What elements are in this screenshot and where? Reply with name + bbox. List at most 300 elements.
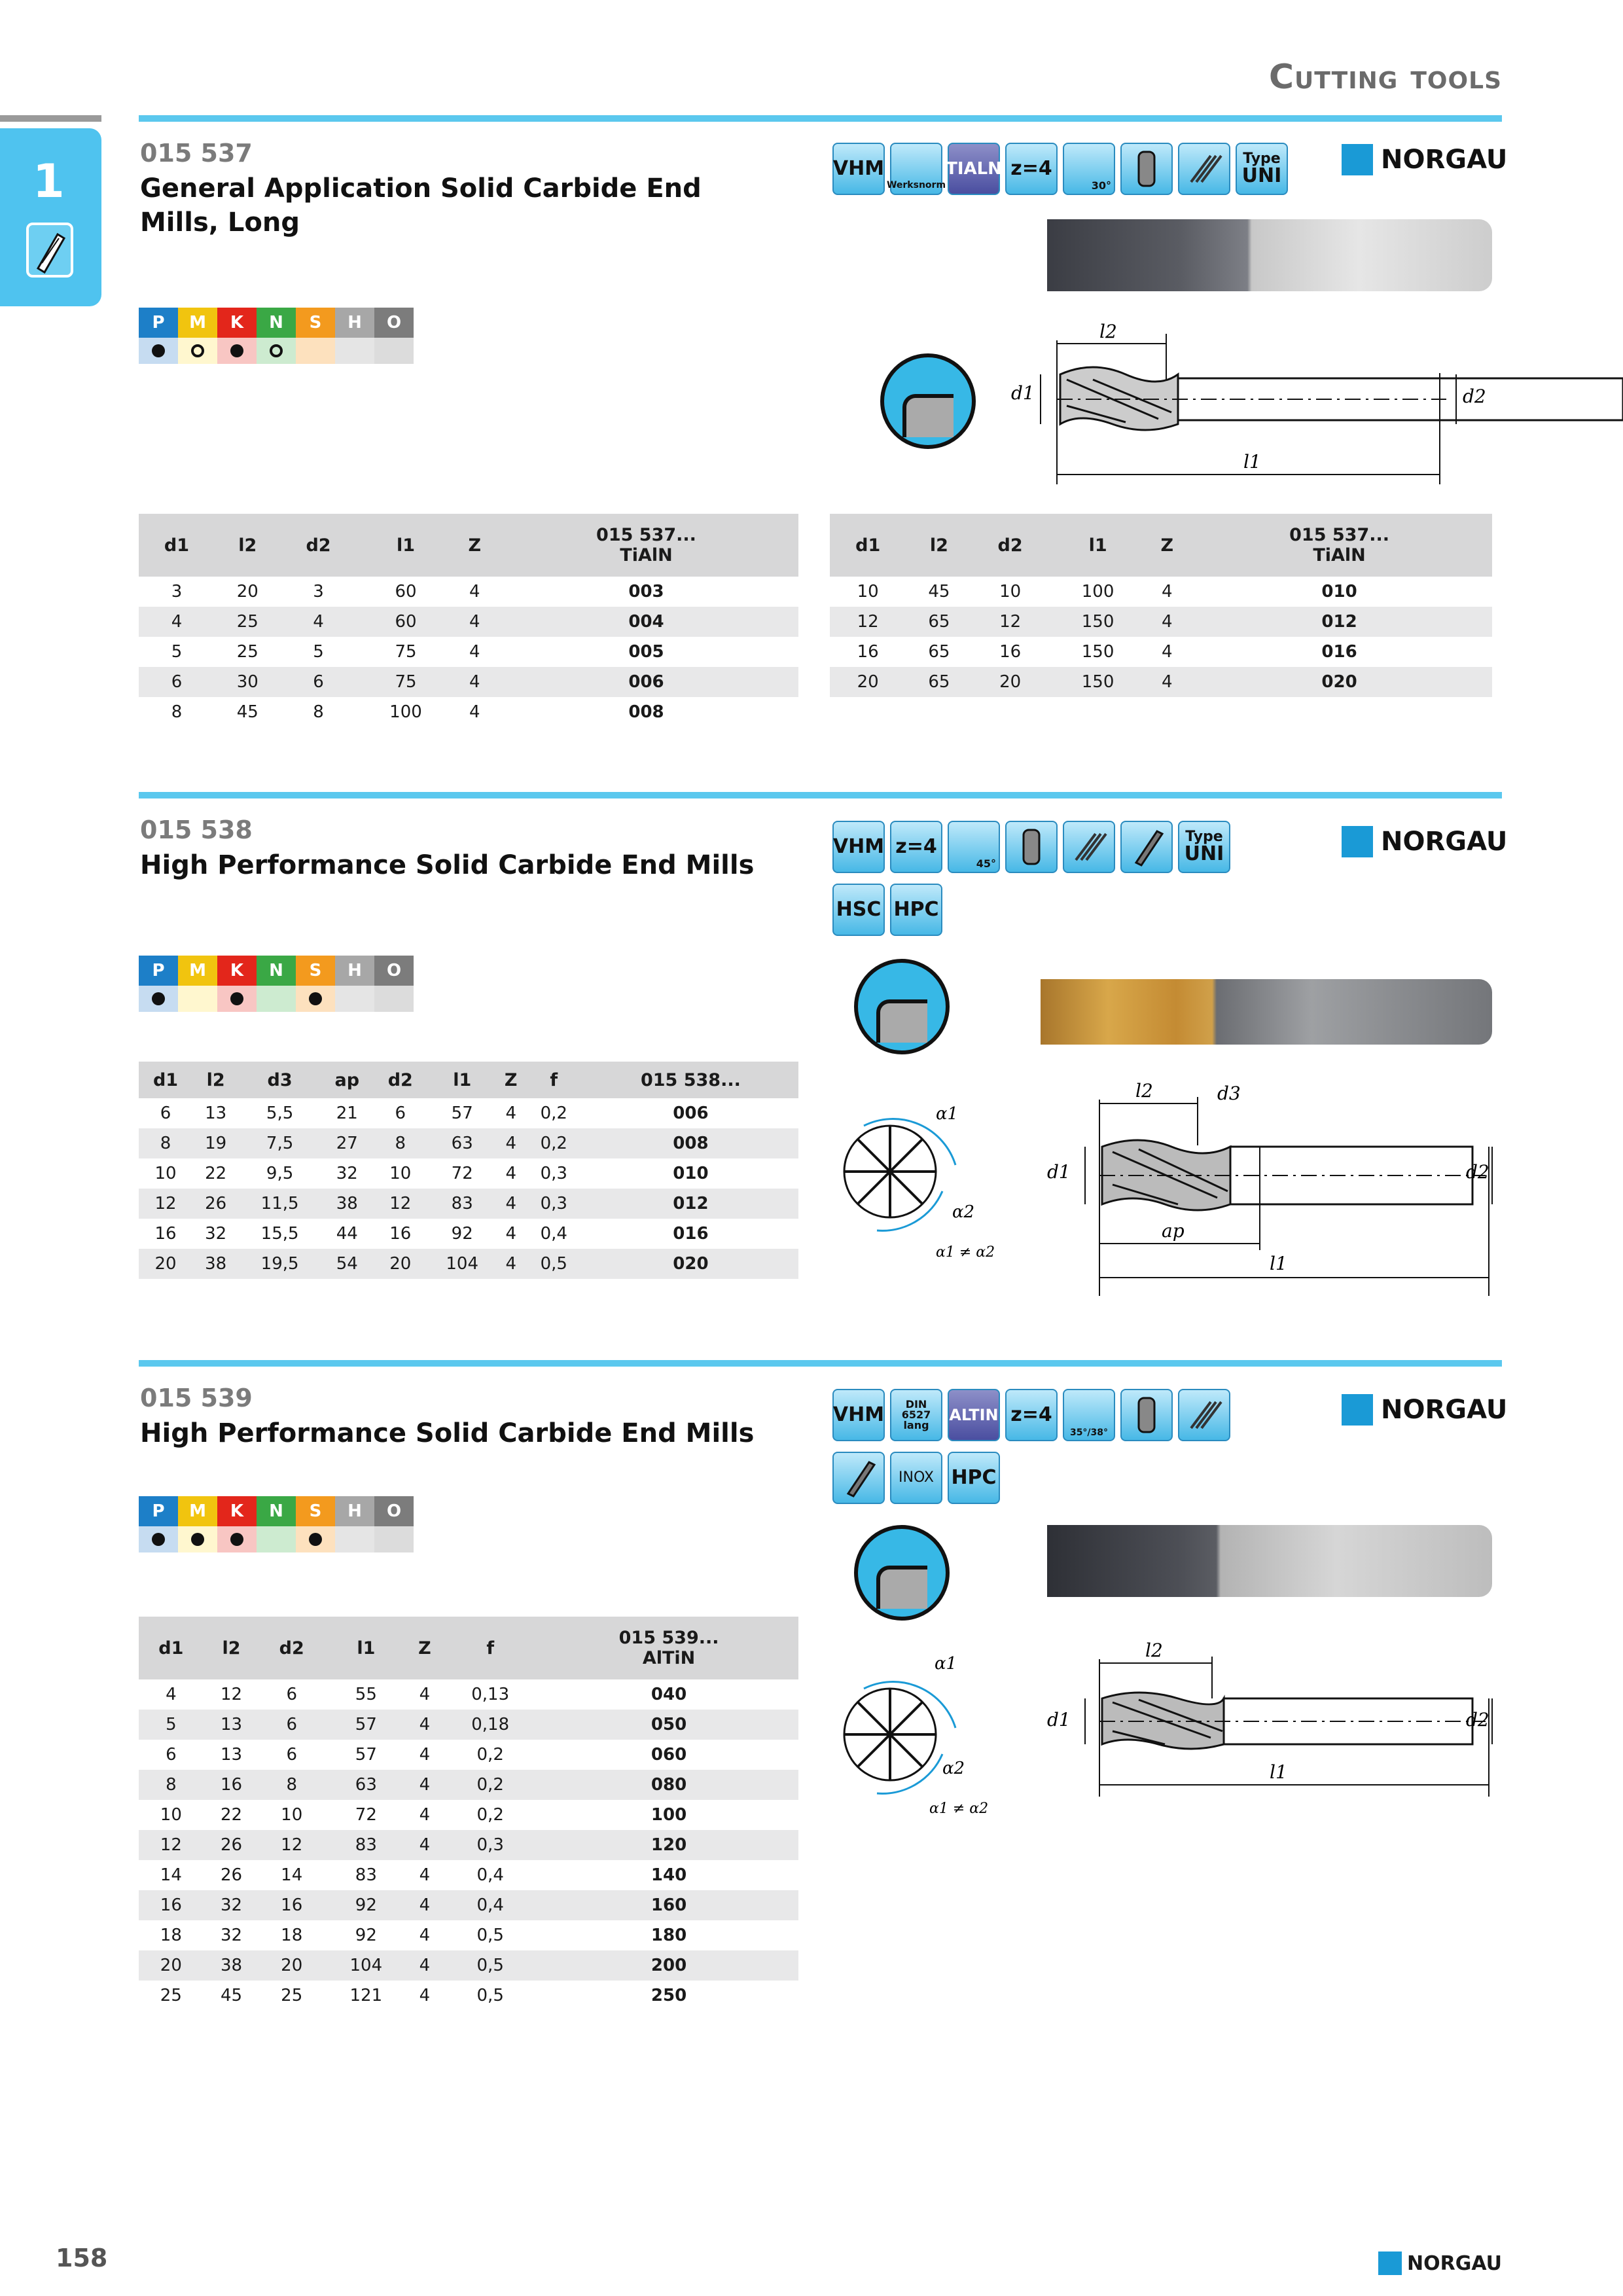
table-cell: 4 [1147,667,1186,697]
table-cell: 5 [171,642,183,662]
material-k-suitability [217,338,257,364]
ap-label: ap [1162,1220,1185,1242]
table-cell: 3 [171,582,183,601]
table-cell: 6 [395,1103,406,1123]
table-cell: 92 [451,1224,473,1244]
suitable-dot-icon [230,992,243,1005]
order-code-cell: 140 [651,1865,687,1885]
table-row [139,1249,798,1279]
table-cell: 54 [321,1249,374,1279]
order-code-cell: 003 [628,582,664,601]
table-cell: 6 [259,1710,324,1740]
table-cell: 6 [139,667,215,697]
table-cell: 20 [139,1249,192,1279]
table-row [139,1128,798,1158]
table-row [139,1800,798,1830]
table-cell: 65 [906,667,972,697]
werksnorm-icon: Werksnorm [890,143,942,195]
column-header: d3 [239,1062,321,1098]
table-cell: 4 [419,1685,431,1704]
helix-angle-icon: 30° [1063,143,1115,195]
suitable-dot-icon [191,1533,204,1546]
article-number: 015 538 [140,816,253,844]
table-cell: 14 [281,1865,303,1885]
table-cell: 4 [408,1770,442,1800]
table-cell: 72 [355,1805,377,1825]
table-cell: 4 [408,1890,442,1920]
table-cell: 63 [324,1770,408,1800]
table-row [139,1189,798,1219]
material-p-header: P [139,308,178,338]
material-o-suitability [374,1526,414,1552]
table-cell: 6 [286,1685,297,1704]
material-o-suitability [374,338,414,364]
table-cell: 0,3 [540,1164,567,1183]
alpha2-label: α2 [942,1759,965,1778]
table-row [830,667,1492,697]
table-cell: 16 [857,642,879,662]
suitable-dot-icon [309,992,322,1005]
table-cell: 38 [192,1249,239,1279]
l1-label: l1 [1270,1761,1287,1783]
material-m-suitability [178,338,217,364]
material-s-header: S [296,308,335,338]
table-row [139,1860,798,1890]
page-header-title: Cutting tools [1268,58,1502,97]
table-cell: 25 [281,1986,303,2005]
table-cell: 0,4 [476,1865,504,1885]
page-number: 158 [56,2244,108,2272]
table-cell: 100 [1081,582,1115,601]
material-n-suitability [257,1526,296,1552]
vhm-icon: VHM [832,143,885,195]
table-cell: 22 [220,1805,243,1825]
table-header-row [139,1062,798,1098]
table-cell: 8 [139,1128,192,1158]
table-cell: 20 [259,1950,324,1981]
dimensions-table-left [139,514,798,727]
d1-label: d1 [1011,382,1035,404]
material-s-header: S [296,956,335,986]
l1-label: l1 [1243,451,1261,473]
table-cell: 57 [451,1103,473,1123]
corner-profile-icon [854,1525,950,1621]
type-uni-icon: Type UNI [1178,821,1230,873]
table-cell: 4 [469,582,480,601]
table-cell: 13 [204,1710,260,1740]
alpha1-label: α1 [935,1654,957,1674]
material-m-suitability [178,1526,217,1552]
table-cell: 20 [374,1249,427,1279]
suitable-dot-icon [152,344,165,357]
order-code-cell: 006 [673,1103,709,1123]
table-cell: 4 [419,1926,431,1945]
order-code-cell: 160 [539,1890,798,1920]
column-header: Z [1147,514,1186,577]
order-code-cell: 080 [539,1770,798,1800]
order-code-cell: 016 [673,1224,709,1244]
material-suitability-table [139,956,414,1012]
dimension-drawing [1034,1073,1492,1296]
material-h-header: H [335,956,374,986]
column-header: l1 [357,514,455,577]
material-m-suitability [178,986,217,1012]
table-cell: 10 [281,1805,303,1825]
column-header: ap [321,1062,374,1098]
helix-angle-diagram [838,1649,995,1839]
footer-brand-logo: NORGAU [1378,2251,1502,2275]
article-title: High Performance Solid Carbide End Mills [140,1418,755,1448]
table-cell: 4 [419,1865,431,1885]
dimensions-table [139,1617,798,2011]
table-cell: 32 [336,1164,358,1183]
hpc-icon: HPC [948,1452,1000,1504]
order-code-cell: 250 [651,1986,687,2005]
table-cell: 5 [313,642,324,662]
flutes-icon: z=4 [890,821,942,873]
order-code-cell: 006 [494,667,798,697]
table-cell: 0,18 [441,1710,539,1740]
material-k-header: K [217,1496,257,1526]
table-cell: 75 [357,667,455,697]
table-cell: 4 [469,642,480,662]
table-cell: 57 [355,1745,377,1765]
l2-label: l2 [1135,1080,1153,1102]
material-suitability-table [139,308,414,364]
suitable-dot-icon [309,1533,322,1546]
table-cell: 4 [1147,607,1186,637]
material-s-suitability [296,338,335,364]
table-cell: 19 [192,1128,239,1158]
table-cell: 63 [427,1128,497,1158]
column-header: 015 539... AlTiN [539,1617,798,1679]
material-m-header: M [178,956,217,986]
alpha1-label: α1 [936,1104,959,1124]
table-cell: 0,4 [540,1224,567,1244]
end-mill-photo [1047,1525,1492,1597]
material-h-suitability [335,1526,374,1552]
l2-label: l2 [1099,321,1117,342]
table-cell: 5 [139,1710,204,1740]
table-cell: 4 [455,607,494,637]
table-cell: 32 [220,1926,243,1945]
material-suitability-table [139,1496,414,1552]
table-cell: 83 [355,1865,377,1885]
table-cell: 0,2 [441,1770,539,1800]
order-code-cell: 008 [628,702,664,722]
table-cell: 0,3 [441,1830,539,1860]
table-cell: 13 [220,1745,243,1765]
article-number: 015 539 [140,1384,253,1412]
order-code-cell: 008 [583,1128,798,1158]
suitable-dot-icon [230,344,243,357]
dimension-drawing [995,321,1492,491]
table-cell: 10 [857,582,879,601]
table-cell: 5,5 [266,1103,294,1123]
helix-icon [1178,143,1230,195]
table-cell: 38 [204,1950,260,1981]
material-p-suitability [139,338,178,364]
table-row [139,607,798,637]
table-row [139,1710,798,1740]
column-header: l2 [215,514,281,577]
table-cell: 12 [972,607,1048,637]
shank-icon [1120,1389,1173,1441]
table-row [830,607,1492,637]
l2-label: l2 [1145,1640,1163,1661]
table-cell: 16 [999,642,1022,662]
table-cell: 8 [374,1128,427,1158]
helix-angle-icon: 45° [948,821,1000,873]
alpha-neq-label: α1 ≠ α2 [929,1801,989,1817]
table-cell: 4 [166,1685,177,1704]
table-cell: 18 [281,1926,303,1945]
table-cell: 72 [451,1164,473,1183]
table-row [139,667,798,697]
column-header: d2 [972,514,1048,577]
column-header: l2 [906,514,972,577]
article-title: General Application Solid Carbide End Mills, Long [140,173,702,238]
order-code-cell: 200 [539,1950,798,1981]
table-cell: 0,5 [476,1926,504,1945]
table-cell: 0,2 [476,1805,504,1825]
dimensions-table [139,1062,798,1279]
table-row [139,1890,798,1920]
table-cell: 0,4 [441,1890,539,1920]
shank-icon [1120,143,1173,195]
material-h-header: H [335,1496,374,1526]
material-k-header: K [217,308,257,338]
table-cell: 10 [160,1805,182,1825]
table-cell: 10 [999,582,1022,601]
tialn-coating-icon: TIALN [948,143,1000,195]
table-cell: 150 [1048,667,1148,697]
column-header: f [441,1617,539,1679]
table-cell: 14 [160,1865,182,1885]
table-cell: 10 [389,1164,412,1183]
table-cell: 4 [505,1103,516,1123]
table-cell: 8 [259,1770,324,1800]
order-code-cell: 060 [651,1745,687,1765]
table-cell: 12 [374,1189,427,1219]
table-cell: 4 [1161,582,1173,601]
material-s-suitability [296,1526,335,1552]
section-rule [139,792,1502,798]
conditional-dot-icon [191,344,204,357]
table-cell: 6 [286,1745,297,1765]
column-header: d2 [281,514,357,577]
material-o-header: O [374,956,414,986]
table-cell: 0,2 [525,1128,583,1158]
table-cell: 4 [1161,642,1173,662]
table-cell: 26 [204,1830,260,1860]
material-h-header: H [335,308,374,338]
material-k-suitability [217,986,257,1012]
column-header: l2 [204,1617,260,1679]
material-p-suitability [139,986,178,1012]
column-header: f [525,1062,583,1098]
order-code-cell: 005 [628,642,664,662]
header-rule [139,115,1502,122]
table-row [139,1830,798,1860]
table-cell: 32 [204,1890,260,1920]
table-cell: 100 [389,702,422,722]
table-cell: 12 [220,1685,243,1704]
table-cell: 45 [928,582,950,601]
order-code-cell: 016 [1321,642,1357,662]
table-cell: 16 [154,1224,177,1244]
table-cell: 0,5 [441,1950,539,1981]
table-cell: 11,5 [239,1189,321,1219]
helix-angle-diagram [838,1080,995,1270]
table-cell: 45 [236,702,259,722]
table-cell: 92 [355,1926,377,1945]
table-cell: 13 [205,1103,227,1123]
end-mill-photo [1047,219,1492,291]
order-code-cell: 010 [1321,582,1357,601]
material-m-header: M [178,308,217,338]
material-p-header: P [139,956,178,986]
conditional-dot-icon [270,344,283,357]
table-row [139,1920,798,1950]
table-cell: 19,5 [239,1249,321,1279]
column-header: d1 [139,514,215,577]
table-cell: 6 [281,667,357,697]
table-cell: 0,2 [476,1745,504,1765]
alpha2-label: α2 [952,1202,975,1222]
table-cell: 55 [355,1685,377,1704]
table-cell: 0,13 [471,1685,510,1704]
order-code-cell: 040 [651,1685,687,1704]
dimension-drawing [1034,1633,1492,1803]
table-row [139,1950,798,1981]
header-left-rule [0,115,101,122]
table-cell: 75 [395,642,417,662]
table-row [139,697,798,727]
table-cell: 26 [220,1865,243,1885]
brand-logo: NORGAU [1342,826,1507,857]
table-cell: 0,2 [540,1103,567,1123]
l1-label: l1 [1270,1253,1287,1274]
column-header: d2 [259,1617,324,1679]
column-header: l2 [192,1062,239,1098]
d3-label: d3 [1217,1083,1241,1104]
order-code-cell: 012 [1186,607,1492,637]
suitable-dot-icon [230,1533,243,1546]
table-cell: 25 [236,642,259,662]
material-h-suitability [335,338,374,364]
table-row [139,1740,798,1770]
material-n-header: N [257,1496,296,1526]
column-header: Z [497,1062,525,1098]
column-header: 015 537... TiAlN [1186,514,1492,577]
helix-diagonal-icon [1120,821,1173,873]
table-cell: 60 [395,582,417,601]
table-cell: 38 [321,1189,374,1219]
table-cell: 60 [357,607,455,637]
material-o-header: O [374,308,414,338]
table-cell: 12 [259,1830,324,1860]
vhm-icon: VHM [832,821,885,873]
hsc-icon: HSC [832,884,885,936]
table-cell: 4 [281,607,357,637]
order-code-cell: 012 [583,1189,798,1219]
table-cell: 4 [497,1249,525,1279]
column-header: Z [408,1617,442,1679]
table-cell: 4 [497,1128,525,1158]
table-cell: 4 [419,1805,431,1825]
table-cell: 15,5 [260,1224,299,1244]
inox-icon: INOX [890,1452,942,1504]
helix-icon [1063,821,1115,873]
table-cell: 104 [324,1950,408,1981]
table-cell: 4 [419,1745,431,1765]
table-cell: 32 [205,1224,227,1244]
table-header-row [830,514,1492,577]
table-cell: 92 [324,1890,408,1920]
flutes-icon: z=4 [1005,143,1058,195]
material-k-suitability [217,1526,257,1552]
table-row [830,637,1492,667]
order-code-cell: 004 [494,607,798,637]
material-p-header: P [139,1496,178,1526]
table-cell: 9,5 [266,1164,294,1183]
table-cell: 4 [419,1986,431,2005]
table-cell: 22 [205,1164,227,1183]
table-cell: 4 [455,667,494,697]
table-cell: 4 [505,1164,516,1183]
material-n-header: N [257,956,296,986]
table-cell: 26 [192,1189,239,1219]
table-cell: 4 [408,1950,442,1981]
table-cell: 8 [139,1770,204,1800]
helix-diagonal-icon [832,1452,885,1504]
table-cell: 44 [336,1224,358,1244]
table-cell: 83 [324,1830,408,1860]
table-cell: 20 [972,667,1048,697]
table-cell: 4 [408,1830,442,1860]
brand-logo: NORGAU [1342,144,1507,175]
order-code-cell: 100 [651,1805,687,1825]
table-cell: 4 [505,1224,516,1244]
shank-icon [1005,821,1058,873]
suitable-dot-icon [152,1533,165,1546]
section-rule [139,1360,1502,1367]
table-row [830,577,1492,607]
article-title: High Performance Solid Carbide End Mills [140,850,755,880]
material-s-header: S [296,1496,335,1526]
table-cell: 45 [220,1986,243,2005]
column-header: d1 [139,1617,204,1679]
table-row [139,1981,798,2011]
order-code-cell: 020 [1186,667,1492,697]
table-row [139,1219,798,1249]
material-o-suitability [374,986,414,1012]
din-norm-icon: DIN 6527 lang [890,1389,942,1441]
table-cell: 8 [313,702,324,722]
table-cell: 12 [139,1830,204,1860]
alpha-neq-label: α1 ≠ α2 [936,1244,995,1261]
material-o-header: O [374,1496,414,1526]
table-cell: 4 [139,607,215,637]
table-header-row [139,1617,798,1679]
table-cell: 0,5 [476,1986,504,2005]
table-cell: 0,3 [525,1189,583,1219]
table-row [139,577,798,607]
table-cell: 4 [469,702,480,722]
table-cell: 20 [236,582,259,601]
material-n-suitability [257,986,296,1012]
